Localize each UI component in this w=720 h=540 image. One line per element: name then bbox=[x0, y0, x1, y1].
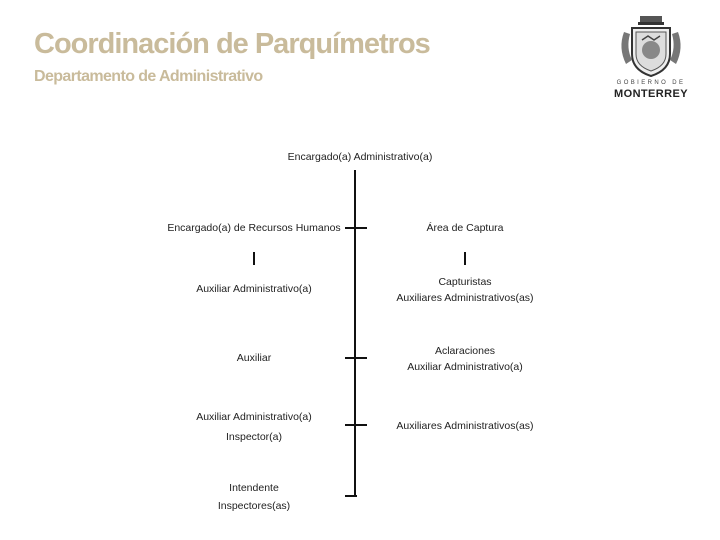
right-node-2-line1: Aclaraciones bbox=[434, 345, 496, 357]
right-node-2-line2: Auxiliar Administrativo(a) bbox=[407, 361, 523, 373]
left-node-3-line2: Inspector(a) bbox=[225, 431, 283, 443]
left-node-2 bbox=[154, 350, 354, 366]
left-node-4 bbox=[154, 479, 354, 515]
left-node-3 bbox=[154, 407, 354, 447]
right-node-1-line1: Capturistas bbox=[438, 276, 492, 288]
page-subtitle: Departamento de Administrativo bbox=[34, 68, 263, 85]
root-node bbox=[260, 149, 460, 165]
left-node-1-line1: Auxiliar Administrativo(a) bbox=[196, 283, 312, 295]
left-node-4-line1: Intendente bbox=[229, 482, 279, 494]
right-head-node bbox=[380, 220, 550, 236]
logo-text-gobierno: GOBIERNO DE bbox=[616, 80, 686, 86]
left-node-4-line2: Inspectores(as) bbox=[217, 500, 291, 512]
right-node-2 bbox=[375, 343, 555, 375]
left-node-2-line1: Auxiliar bbox=[236, 352, 272, 364]
right-node-3-line1: Auxiliares Administrativos(as) bbox=[396, 420, 534, 432]
right-node-1 bbox=[375, 274, 555, 306]
left-head-node bbox=[150, 220, 358, 236]
left-node-3-line1: Auxiliar Administrativo(a) bbox=[196, 411, 312, 423]
left-head-label: Encargado(a) de Recursos Humanos bbox=[167, 222, 341, 234]
right-head-label: Área de Captura bbox=[426, 222, 504, 234]
page-title: Coordinación de Parquímetros bbox=[34, 28, 430, 60]
root-node-label: Encargado(a) Administrativo(a) bbox=[287, 151, 433, 163]
left-node-1 bbox=[154, 281, 354, 297]
right-node-1-line2: Auxiliares Administrativos(as) bbox=[396, 292, 534, 304]
right-node-3 bbox=[375, 418, 555, 434]
logo-text-monterrey: MONTERREY bbox=[614, 88, 688, 100]
